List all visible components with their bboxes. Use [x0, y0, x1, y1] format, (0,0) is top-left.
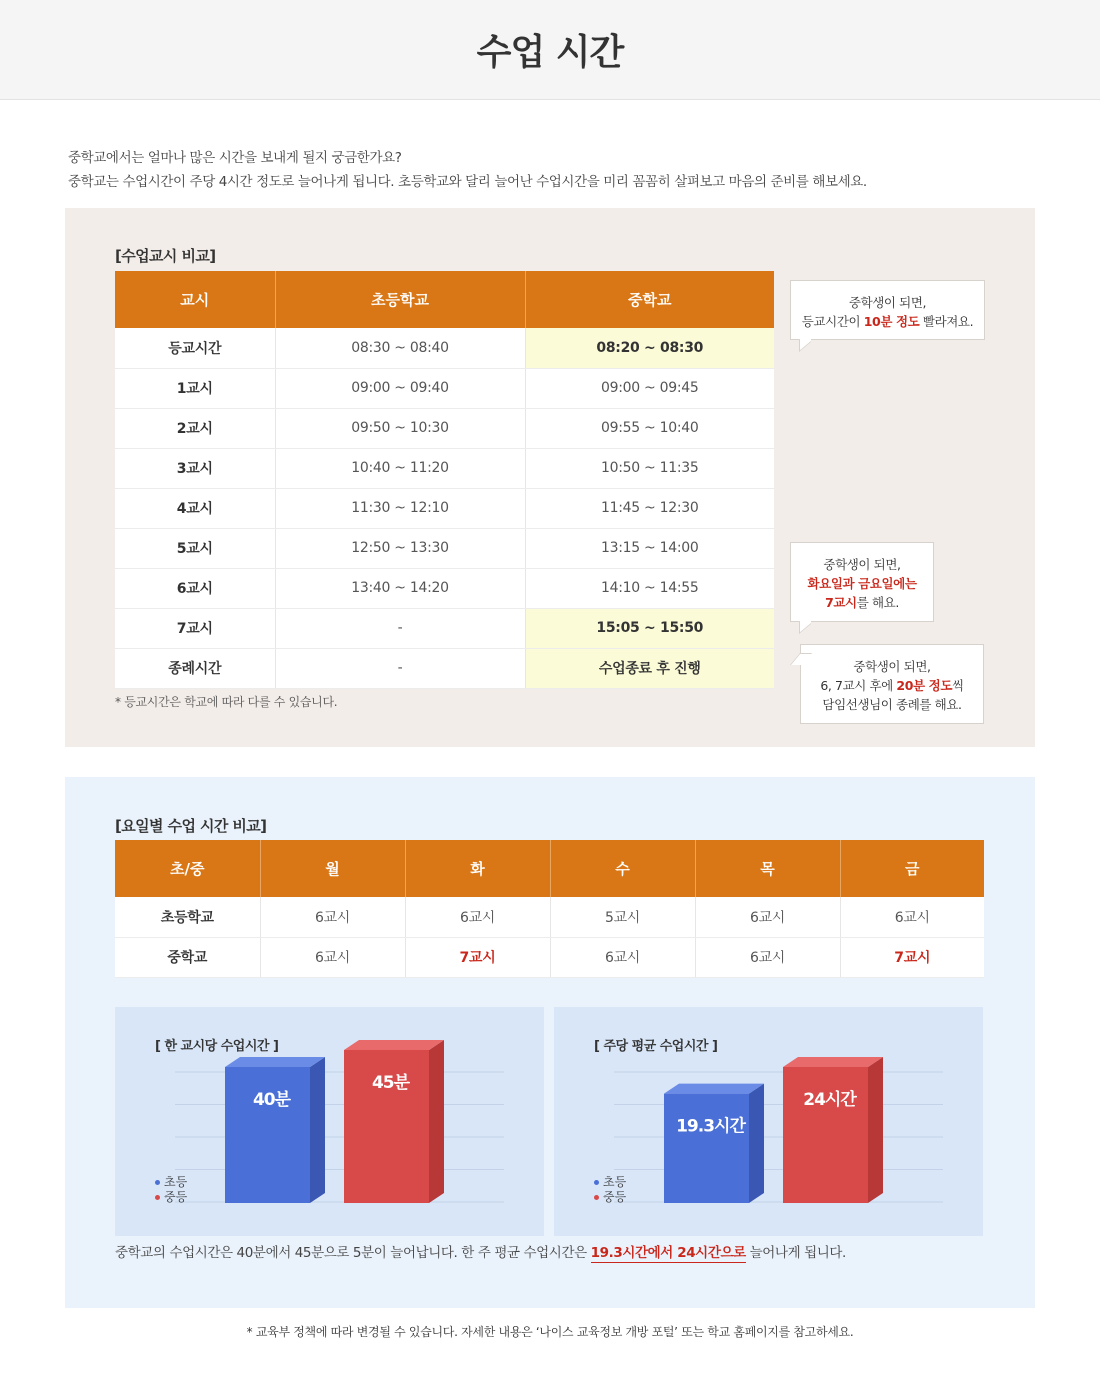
bubble-line: 중학생이 되면, — [823, 557, 901, 572]
period-table-row — [115, 488, 774, 528]
period-table-row — [115, 568, 774, 608]
bubble-emphasis: 화요일과 금요일에는 — [807, 576, 917, 591]
chart-legend — [155, 1175, 187, 1205]
school-label: 중학교 — [115, 937, 260, 977]
bar-value-label: 40분 — [252, 1090, 291, 1110]
header-thu: 목 — [695, 840, 840, 897]
middle-time: 08:20 ~ 08:30 — [525, 328, 774, 368]
bubble-line — [791, 593, 933, 612]
bubble-emphasis: 20분 정도 — [896, 678, 952, 693]
intro-line-1: 중학교에서는 얼마나 많은 시간을 보내게 될지 궁금한가요? — [68, 150, 402, 166]
bubble-text: 씩 — [952, 678, 964, 693]
legend-label: 초등 — [603, 1175, 627, 1189]
legend-label: 중등 — [164, 1190, 188, 1204]
summary-part: 늘어나게 됩니다. — [745, 1245, 846, 1261]
chart-title: [ 주당 평균 수업시간 ] — [594, 1039, 718, 1054]
weekday-table-row — [115, 897, 984, 937]
period-label: 3교시 — [115, 448, 275, 488]
bar-value-label: 19.3시간 — [676, 1116, 745, 1137]
weekday-table — [115, 840, 984, 978]
bar-side — [310, 1057, 325, 1203]
summary-emphasis: 19.3시간에서 24시간으로 — [590, 1245, 746, 1261]
bar-top — [664, 1084, 764, 1094]
header-school: 초/중 — [115, 840, 260, 897]
middle-time: 10:50 ~ 11:35 — [525, 448, 774, 488]
period-label: 등교시간 — [115, 328, 275, 368]
weekday-comparison-panel — [65, 777, 1035, 1308]
bubble-text: 빨라져요. — [919, 314, 974, 329]
elementary-time: 10:40 ~ 11:20 — [275, 448, 525, 488]
period-table-row — [115, 528, 774, 568]
elementary-time: 12:50 ~ 13:30 — [275, 528, 525, 568]
period-label: 4교시 — [115, 488, 275, 528]
bubble-text: 6, 7교시 후에 — [820, 678, 897, 693]
bar-value-label: 24시간 — [803, 1090, 856, 1110]
bubble-line: 담임선생님이 종례를 해요. — [822, 697, 962, 712]
header-fri: 금 — [840, 840, 984, 897]
bubble-tail — [799, 612, 811, 634]
period-table-row — [115, 448, 774, 488]
middle-time: 14:10 ~ 14:55 — [525, 568, 774, 608]
elementary-time: - — [275, 608, 525, 648]
period-label: 6교시 — [115, 568, 275, 608]
day-periods-cell: 6교시 — [260, 897, 405, 937]
bubble-line — [791, 312, 984, 331]
weekday-table-row — [115, 937, 984, 977]
arrival-time-note: * 등교시간은 학교에 따라 다를 수 있습니다. — [115, 695, 338, 709]
elementary-time: 11:30 ~ 12:10 — [275, 488, 525, 528]
header-middle: 중학교 — [525, 271, 774, 328]
day-periods-cell: 7교시 — [840, 937, 984, 977]
middle-time: 13:15 ~ 14:00 — [525, 528, 774, 568]
elementary-time: - — [275, 648, 525, 688]
middle-time: 11:45 ~ 12:30 — [525, 488, 774, 528]
day-periods-cell: 6교시 — [695, 937, 840, 977]
legend-label: 초등 — [164, 1175, 188, 1189]
bar-top — [344, 1040, 444, 1050]
bar-side — [749, 1084, 764, 1203]
weekday-section-title: [요일별 수업 시간 비교] — [115, 817, 267, 835]
chart-legend — [594, 1175, 626, 1205]
bar-side — [429, 1040, 444, 1203]
bar-front — [783, 1067, 868, 1203]
day-periods-cell: 6교시 — [405, 897, 550, 937]
day-periods-cell: 7교시 — [405, 937, 550, 977]
intro-text — [68, 146, 1048, 194]
weekday-table-header — [115, 840, 984, 897]
bar-top — [225, 1057, 325, 1067]
summary-part: 중학교의 수업시간은 40분에서 45분으로 5분이 늘어납니다. 한 주 평균 수업시간은 — [115, 1245, 591, 1261]
summary-text — [115, 1241, 846, 1261]
period-comparison-panel — [65, 208, 1035, 747]
period-label: 7교시 — [115, 608, 275, 648]
day-periods-cell: 6교시 — [550, 937, 695, 977]
elementary-time: 09:50 ~ 10:30 — [275, 408, 525, 448]
bubble-text: 등교시간이 — [801, 314, 864, 329]
legend-dot-icon — [155, 1195, 160, 1200]
bar-side — [868, 1057, 883, 1203]
period-label: 5교시 — [115, 528, 275, 568]
middle-time: 09:55 ~ 10:40 — [525, 408, 774, 448]
period-table — [115, 271, 774, 689]
day-periods-cell: 5교시 — [550, 897, 695, 937]
header-wed: 수 — [550, 840, 695, 897]
legend-item-middle — [594, 1190, 626, 1205]
header-elementary: 초등학교 — [275, 271, 525, 328]
period-label: 1교시 — [115, 368, 275, 408]
legend-dot-icon — [594, 1180, 599, 1185]
bubble-line — [801, 676, 983, 695]
legend-item-elementary — [155, 1175, 187, 1190]
period-table-header — [115, 271, 774, 328]
weekly-average-chart — [554, 1007, 983, 1236]
bar-top — [783, 1057, 883, 1067]
elementary-time: 13:40 ~ 14:20 — [275, 568, 525, 608]
bar-front — [225, 1067, 310, 1203]
period-table-row — [115, 648, 774, 688]
bubble-line: 중학생이 되면, — [853, 659, 931, 674]
intro-line-2: 중학교는 수업시간이 주당 4시간 정도로 늘어나게 됩니다. 초등학교와 달리 늘어난 수업시간을 미리 꼼꼼히 살펴보고 마음의 준비를 해보세요. — [68, 174, 867, 190]
per-period-chart — [115, 1007, 544, 1236]
middle-time: 수업종료 후 진행 — [525, 648, 774, 688]
period-table-row — [115, 368, 774, 408]
header-mon: 월 — [260, 840, 405, 897]
page-title: 수업 시간 — [476, 32, 624, 73]
footer-note: * 교육부 정책에 따라 변경될 수 있습니다. 자세한 내용은 ‘나이스 교육정보 개방 포털’ 또는 학교 홈페이지를 참고하세요. — [246, 1325, 854, 1339]
bubble-emphasis: 10분 정도 — [863, 314, 920, 329]
arrival-speech-bubble — [790, 280, 985, 340]
legend-item-elementary — [594, 1175, 626, 1190]
period-table-row — [115, 408, 774, 448]
bubble-tail — [799, 330, 811, 352]
middle-time: 09:00 ~ 09:45 — [525, 368, 774, 408]
bar-front — [664, 1094, 749, 1203]
legend-dot-icon — [594, 1195, 599, 1200]
seventh-period-speech-bubble — [790, 542, 934, 622]
bubble-line: 중학생이 되면, — [848, 295, 927, 310]
header-period: 교시 — [115, 271, 275, 328]
elementary-time: 09:00 ~ 09:40 — [275, 368, 525, 408]
day-periods-cell: 6교시 — [840, 897, 984, 937]
page-header — [0, 0, 1100, 100]
legend-item-middle — [155, 1190, 187, 1205]
day-periods-cell: 6교시 — [260, 937, 405, 977]
bubble-text: 를 해요. — [856, 595, 899, 610]
period-table-row — [115, 328, 774, 368]
period-table-row — [115, 608, 774, 648]
chart-title: [ 한 교시당 수업시간 ] — [155, 1039, 279, 1054]
homeroom-speech-bubble — [800, 644, 984, 724]
legend-dot-icon — [155, 1180, 160, 1185]
elementary-time: 08:30 ~ 08:40 — [275, 328, 525, 368]
day-periods-cell: 6교시 — [695, 897, 840, 937]
period-label: 종례시간 — [115, 648, 275, 688]
bubble-emphasis: 7교시 — [825, 595, 857, 610]
bar-value-label: 45분 — [371, 1073, 410, 1093]
period-section-title: [수업교시 비교] — [115, 247, 216, 265]
header-tue: 화 — [405, 840, 550, 897]
legend-label: 중등 — [603, 1190, 627, 1204]
school-label: 초등학교 — [115, 897, 260, 937]
middle-time: 15:05 ~ 15:50 — [525, 608, 774, 648]
period-label: 2교시 — [115, 408, 275, 448]
